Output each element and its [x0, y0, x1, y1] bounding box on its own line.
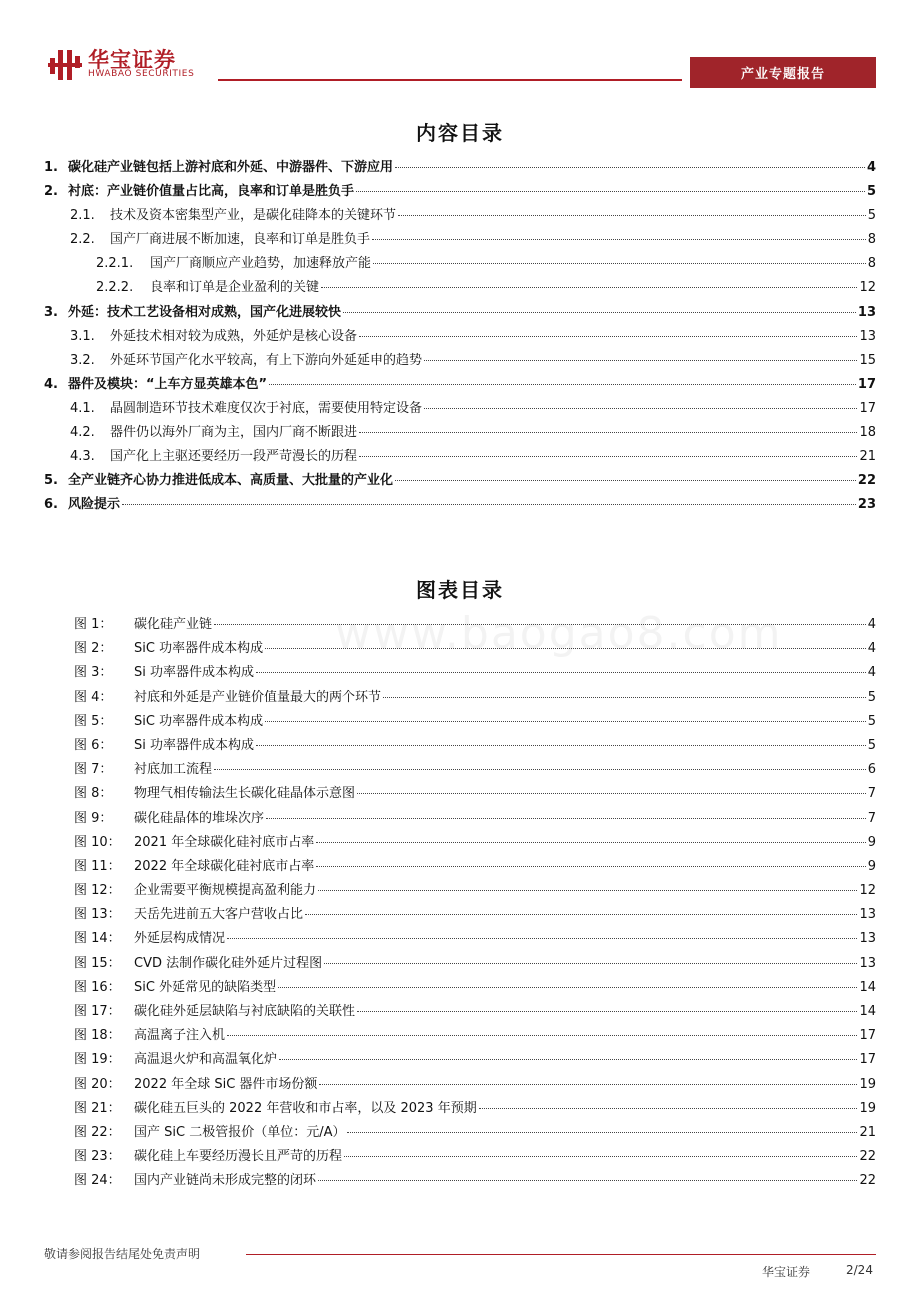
dot-leader	[479, 1108, 858, 1109]
toc-entry-page: 18	[859, 425, 876, 441]
dot-leader	[227, 1035, 857, 1036]
figure-page: 7	[867, 786, 876, 802]
dot-leader	[398, 215, 866, 216]
figure-page: 4	[867, 641, 876, 657]
toc-entry-number: 4.1.	[70, 400, 95, 416]
figure-entry[interactable]	[44, 1000, 876, 1024]
toc-entry-number: 4.3.	[70, 449, 95, 465]
toc-entry-number: 5.	[44, 473, 58, 489]
toc-entry-title	[44, 493, 120, 512]
dot-leader	[278, 987, 857, 988]
toc-entry[interactable]	[44, 180, 876, 204]
figure-entry-title	[44, 782, 355, 801]
toc-entry-page: 22	[857, 473, 876, 489]
toc-entry-text: 衬底：产业链价值量占比高，良率和订单是胜负手	[68, 184, 355, 200]
toc-entry-page: 23	[857, 497, 876, 513]
hwabao-logo-icon	[48, 46, 82, 82]
toc-title: 内容目录	[416, 121, 504, 145]
toc-entry-page: 8	[867, 256, 876, 272]
dot-leader	[214, 769, 866, 770]
figure-number: 图 2：	[74, 641, 113, 657]
toc-entry-title	[44, 301, 341, 320]
toc-entry-number: 4.	[44, 376, 58, 392]
figure-caption: 衬底和外延是产业链价值量最大的两个环节	[134, 689, 382, 705]
page-number: 2/24	[846, 1263, 873, 1277]
dot-leader	[256, 745, 866, 746]
figure-number: 图 16：	[74, 979, 121, 995]
figure-entry[interactable]	[44, 903, 876, 927]
toc-entry-text: 全产业链齐心协力推进低成本、高质量、大批量的产业化	[68, 473, 394, 489]
page-header	[0, 0, 920, 100]
figure-entry-title	[44, 758, 212, 777]
toc-entry[interactable]	[44, 301, 876, 325]
toc-entry-title	[44, 325, 357, 344]
toc-entry-text: 国产厂商顺应产业趋势，加速释放产能	[150, 256, 372, 272]
toc-entry-title	[44, 397, 422, 416]
dot-leader	[316, 866, 866, 867]
figure-page: 13	[859, 955, 876, 971]
figure-caption: 外延层构成情况	[134, 931, 226, 947]
figure-caption: Si 功率器件成本构成	[134, 665, 254, 681]
footer-company: 华宝证券	[762, 1265, 811, 1279]
figure-number: 图 6：	[74, 737, 113, 753]
table-of-contents	[44, 156, 876, 517]
figure-caption: 碳化硅上车要经历漫长且严苛的历程	[134, 1149, 343, 1165]
toc-entry-number: 2.1.	[70, 208, 95, 224]
figure-entry-title	[44, 976, 276, 995]
figure-page: 4	[867, 617, 876, 632]
toc-entry-page: 17	[857, 376, 876, 392]
figure-number: 图 13：	[74, 907, 121, 923]
dot-leader	[424, 408, 857, 409]
dot-leader	[343, 312, 856, 313]
figure-entry[interactable]	[44, 686, 876, 710]
figure-entry-title	[44, 710, 263, 729]
toc-entry-title	[44, 469, 393, 488]
figure-number: 图 24：	[74, 1173, 121, 1189]
figure-entry[interactable]	[44, 831, 876, 855]
dot-leader	[227, 938, 857, 939]
toc-entry-number: 3.2.	[70, 352, 95, 368]
toc-entry-number: 3.	[44, 304, 58, 320]
toc-entry[interactable]	[44, 445, 876, 469]
figure-page: 12	[859, 883, 876, 899]
figure-page: 19	[859, 1076, 876, 1092]
figure-entry-title	[44, 661, 254, 680]
figure-entry[interactable]	[44, 1097, 876, 1121]
figure-caption: SiC 外延常见的缺陷类型	[134, 979, 277, 995]
toc-entry-number: 3.1.	[70, 328, 95, 344]
figure-entry-title	[44, 903, 303, 922]
figure-caption: SiC 功率器件成本构成	[134, 641, 264, 657]
toc-entry-title	[44, 156, 393, 175]
figure-entry[interactable]	[44, 782, 876, 806]
dot-leader	[305, 914, 857, 915]
dot-leader	[316, 842, 866, 843]
figure-entry-title	[44, 1024, 225, 1043]
dot-leader	[372, 239, 866, 240]
toc-entry-page: 13	[859, 328, 876, 344]
watermark: www.baogao8.com	[335, 608, 783, 659]
logo-text-cn: 华宝证券	[88, 48, 176, 72]
toc-entry[interactable]	[44, 373, 876, 397]
figure-caption: SiC 功率器件成本构成	[134, 713, 264, 729]
figure-number: 图 7：	[74, 762, 113, 778]
toc-entry[interactable]	[44, 252, 876, 276]
toc-entry-text: 技术及资本密集型产业，是碳化硅降本的关键环节	[110, 208, 397, 224]
toc-entry-text: 晶圆制造环节技术难度仅次于衬底，需要使用特定设备	[110, 400, 423, 416]
dot-leader	[122, 504, 856, 505]
figure-page: 22	[859, 1173, 876, 1189]
figure-number: 图 3：	[74, 665, 113, 681]
figure-entry-title	[44, 1000, 355, 1019]
toc-entry-title	[44, 349, 422, 368]
figure-caption: 碳化硅产业链	[134, 617, 213, 632]
figure-caption: 2022 年全球碳化硅衬底市占率	[134, 858, 315, 874]
figure-page: 6	[867, 762, 876, 778]
figure-entry[interactable]	[44, 976, 876, 1000]
figure-page: 5	[867, 713, 876, 729]
figure-caption: 碳化硅五巨头的 2022 年营收和市占率，以及 2023 年预期	[134, 1100, 477, 1116]
toc-entry[interactable]	[44, 204, 876, 228]
figure-entry[interactable]	[44, 1145, 876, 1169]
header-divider	[218, 79, 682, 81]
dot-leader	[321, 287, 857, 288]
figure-page: 5	[867, 737, 876, 753]
toc-entry-page: 12	[859, 280, 876, 296]
toc-entry-text: 风险提示	[68, 497, 121, 513]
figure-number: 图 18：	[74, 1028, 121, 1044]
figure-page: 9	[867, 858, 876, 874]
dot-leader	[359, 336, 857, 337]
report-type-badge: 产业专题报告	[690, 57, 876, 88]
toc-entry-number: 6.	[44, 497, 58, 513]
dot-leader	[359, 456, 857, 457]
dot-leader	[356, 191, 865, 192]
dot-leader	[318, 1180, 857, 1181]
figure-entry[interactable]	[44, 952, 876, 976]
dot-leader	[256, 672, 866, 673]
dot-leader	[266, 818, 866, 819]
toc-entry-page: 17	[859, 400, 876, 416]
dot-leader	[359, 432, 857, 433]
figure-page: 17	[859, 1028, 876, 1044]
figure-number: 图 14：	[74, 931, 121, 947]
figure-entry-title	[44, 1169, 316, 1188]
figure-page: 4	[867, 665, 876, 681]
lof-title: 图表目录	[416, 578, 504, 602]
figure-page: 7	[867, 810, 876, 826]
figure-entry-title	[44, 1145, 342, 1164]
footer-divider	[246, 1254, 876, 1255]
toc-entry-number: 2.2.	[70, 232, 95, 248]
figure-entry-title	[44, 807, 264, 826]
figure-number: 图 9：	[74, 810, 113, 826]
list-of-figures	[44, 613, 876, 1194]
figure-number: 图 22：	[74, 1124, 121, 1140]
figure-caption: 衬底加工流程	[134, 762, 213, 778]
figure-number: 图 17：	[74, 1004, 121, 1019]
figure-number: 图 15：	[74, 955, 121, 971]
figure-entry[interactable]	[44, 1024, 876, 1048]
figure-entry-title	[44, 1121, 345, 1140]
figure-caption: 2021 年全球碳化硅衬底市占率	[134, 834, 315, 850]
toc-entry-title	[44, 228, 370, 247]
logo-text-en: HWABAO SECURITIES	[88, 69, 195, 79]
toc-entry-text: 器件仍以海外厂商为主，国内厂商不断跟进	[110, 425, 358, 441]
toc-entry-page: 5	[866, 184, 876, 200]
figure-entry-title	[44, 637, 263, 656]
figure-entry-title	[44, 831, 314, 850]
toc-entry[interactable]	[44, 493, 876, 517]
figure-page: 13	[859, 931, 876, 947]
figure-number: 图 8：	[74, 786, 113, 802]
dot-leader	[373, 263, 866, 264]
figure-page: 17	[859, 1052, 876, 1068]
toc-entry-page: 13	[857, 304, 876, 320]
figure-caption: 高温离子注入机	[134, 1028, 226, 1044]
dot-leader	[279, 1059, 857, 1060]
figure-entry[interactable]	[44, 1121, 876, 1145]
figure-number: 图 5：	[74, 713, 113, 729]
toc-entry-title	[44, 180, 354, 199]
toc-entry-number: 1.	[44, 160, 58, 175]
figure-page: 14	[859, 979, 876, 995]
dot-leader	[424, 360, 857, 361]
figure-number: 图 12：	[74, 883, 121, 899]
figure-entry[interactable]	[44, 637, 876, 661]
figure-entry[interactable]	[44, 807, 876, 831]
dot-leader	[357, 1011, 857, 1012]
figure-page: 5	[867, 689, 876, 705]
toc-entry-title	[44, 276, 319, 295]
figure-entry[interactable]	[44, 927, 876, 951]
figure-number: 图 11：	[74, 858, 121, 874]
toc-entry-text: 外延环节国产化水平较高，有上下游向外延延申的趋势	[110, 352, 423, 368]
toc-entry-text: 外延：技术工艺设备相对成熟，国产化进展较快	[68, 304, 342, 320]
toc-entry-text: 良率和订单是企业盈利的关键	[150, 280, 320, 296]
figure-number: 图 19：	[74, 1052, 121, 1068]
figure-entry-title	[44, 734, 254, 753]
figure-page: 14	[859, 1004, 876, 1019]
toc-entry[interactable]	[44, 276, 876, 300]
figure-page: 9	[867, 834, 876, 850]
figure-caption: 碳化硅外延层缺陷与衬底缺陷的关联性	[134, 1004, 356, 1019]
figure-entry-title	[44, 855, 314, 874]
toc-entry-text: 国产化上主驱还要经历一段严苛漫长的历程	[110, 449, 358, 465]
dot-leader	[347, 1132, 857, 1133]
toc-entry[interactable]	[44, 349, 876, 373]
toc-entry[interactable]	[44, 469, 876, 493]
toc-entry-page: 8	[867, 232, 876, 248]
toc-entry-number: 2.2.1.	[96, 256, 134, 272]
figure-entry[interactable]	[44, 613, 876, 637]
figure-entry[interactable]	[44, 1048, 876, 1072]
toc-entry[interactable]	[44, 421, 876, 445]
figure-entry-title	[44, 952, 322, 971]
toc-entry[interactable]	[44, 397, 876, 421]
toc-entry-title	[44, 204, 396, 223]
figure-entry[interactable]	[44, 855, 876, 879]
dot-leader	[269, 384, 856, 385]
figure-entry[interactable]	[44, 1073, 876, 1097]
toc-entry-number: 4.2.	[70, 425, 95, 441]
toc-entry-text: 外延技术相对较为成熟，外延炉是核心设备	[110, 328, 358, 344]
toc-entry[interactable]	[44, 156, 876, 180]
figure-caption: CVD 法制作碳化硅外延片过程图	[134, 955, 323, 971]
figure-caption: 碳化硅晶体的堆垛次序	[134, 810, 265, 826]
figure-number: 图 20：	[74, 1076, 121, 1092]
dot-leader	[265, 648, 866, 649]
figure-number: 图 23：	[74, 1149, 121, 1165]
figure-page: 13	[859, 907, 876, 923]
figure-entry-title	[44, 927, 225, 946]
figure-caption: 国内产业链尚未形成完整的闭环	[134, 1173, 317, 1189]
toc-entry-page: 5	[867, 208, 876, 224]
toc-entry-page: 4	[866, 160, 876, 175]
figure-number: 图 4：	[74, 689, 113, 705]
figure-page: 21	[859, 1124, 876, 1140]
footer-disclaimer: 敬请参阅报告结尾处免责声明	[44, 1247, 201, 1261]
toc-entry-title	[44, 252, 371, 271]
figure-page: 22	[859, 1149, 876, 1165]
dot-leader	[318, 890, 857, 891]
figure-number: 图 10：	[74, 834, 121, 850]
figure-caption: 天岳先进前五大客户营收占比	[134, 907, 304, 923]
figure-caption: 2022 年全球 SiC 器件市场份额	[134, 1076, 318, 1092]
figure-page: 19	[859, 1100, 876, 1116]
figure-entry[interactable]	[44, 758, 876, 782]
toc-entry-text: 国产厂商进展不断加速，良率和订单是胜负手	[110, 232, 371, 248]
figure-entry[interactable]	[44, 734, 876, 758]
figure-entry-title	[44, 879, 316, 898]
figure-caption: 企业需要平衡规模提高盈利能力	[134, 883, 317, 899]
dot-leader	[357, 793, 866, 794]
toc-entry-page: 15	[859, 352, 876, 368]
toc-entry-text: 器件及模块：“上车方显英雄本色”	[68, 376, 268, 392]
toc-entry-title	[44, 373, 267, 392]
dot-leader	[319, 1084, 857, 1085]
dot-leader	[324, 963, 857, 964]
figure-number: 图 1：	[74, 617, 113, 632]
figure-caption: Si 功率器件成本构成	[134, 737, 254, 753]
toc-entry[interactable]	[44, 228, 876, 252]
dot-leader	[214, 624, 866, 625]
dot-leader	[395, 480, 856, 481]
figure-entry-title	[44, 686, 381, 705]
figure-caption: 国产 SiC 二极管报价（单位：元/A）	[134, 1124, 346, 1140]
figure-entry[interactable]	[44, 661, 876, 685]
toc-entry-title	[44, 421, 357, 440]
figure-entry[interactable]	[44, 879, 876, 903]
toc-entry-title	[44, 445, 357, 464]
figure-entry-title	[44, 613, 212, 632]
figure-entry[interactable]	[44, 1169, 876, 1193]
toc-entry-text: 碳化硅产业链包括上游衬底和外延、中游器件、下游应用	[68, 160, 394, 175]
dot-leader	[265, 721, 866, 722]
dot-leader	[344, 1156, 857, 1157]
figure-entry-title	[44, 1097, 477, 1116]
figure-entry-title	[44, 1073, 317, 1092]
toc-entry[interactable]	[44, 325, 876, 349]
figure-caption: 物理气相传输法生长碳化硅晶体示意图	[134, 786, 356, 802]
dot-leader	[395, 167, 865, 168]
toc-entry-page: 21	[859, 449, 876, 465]
figure-caption: 高温退火炉和高温氧化炉	[134, 1052, 278, 1068]
figure-entry-title	[44, 1048, 277, 1067]
figure-entry[interactable]	[44, 710, 876, 734]
toc-entry-number: 2.	[44, 184, 58, 200]
dot-leader	[383, 697, 866, 698]
toc-entry-number: 2.2.2.	[96, 280, 134, 296]
figure-number: 图 21：	[74, 1100, 121, 1116]
